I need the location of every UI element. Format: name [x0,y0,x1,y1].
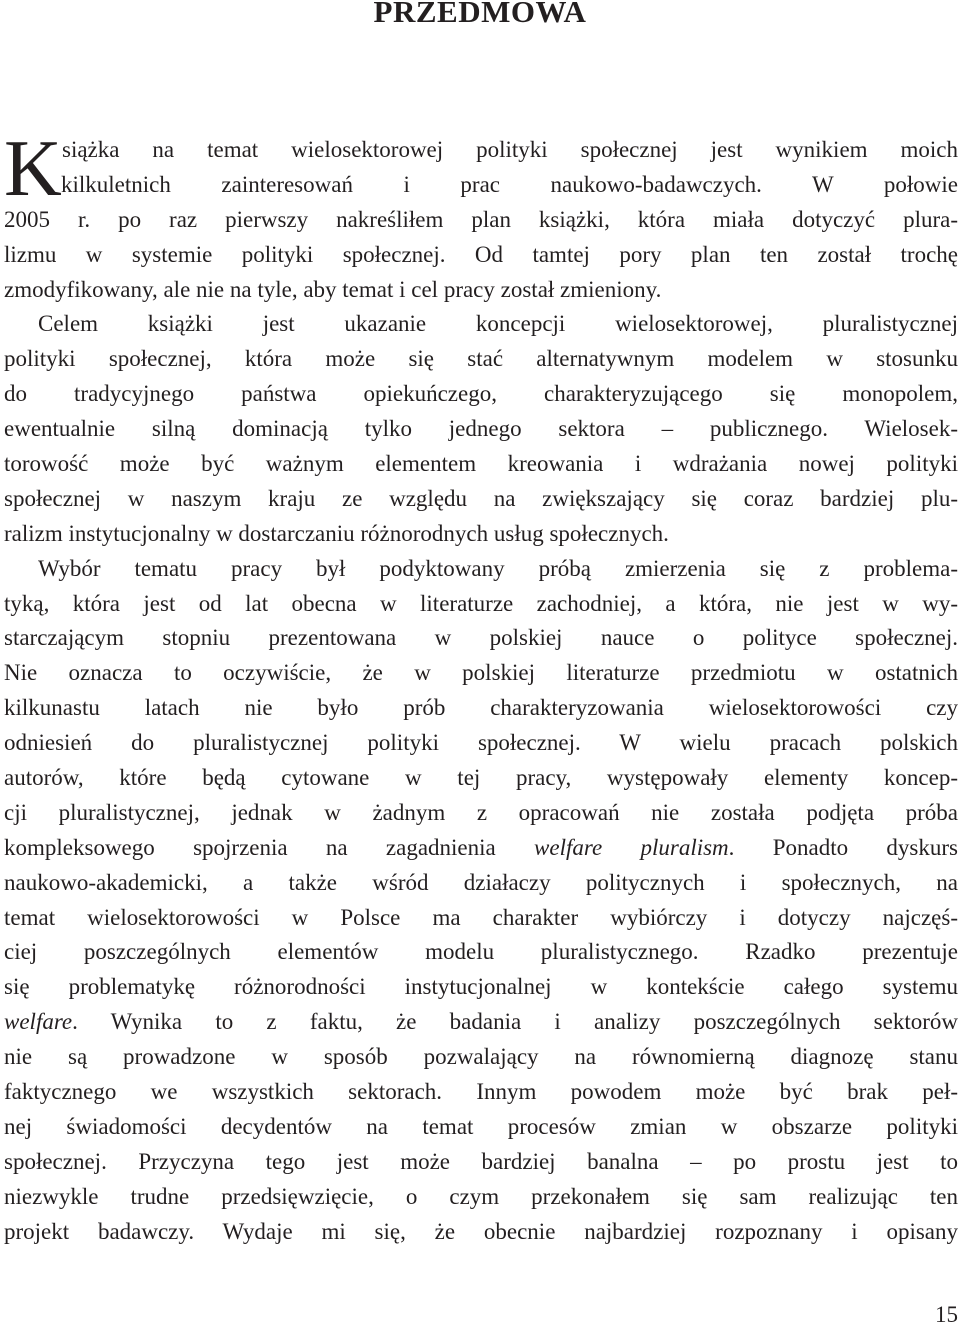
text-run: niezwykle trudne przedsięwzięcie, o czym przekonałem się sam realizując ten [4,1183,958,1209]
text-run: cji pluralistycznej, jednak w żadnym z opracowań nie została podjęta próba [4,799,958,825]
text-line [4,761,958,796]
text-run: społecznej. Przyczyna tego jest może bardziej banalna – po prostu jest to [4,1148,958,1174]
preface-body-text [4,125,958,1250]
text-line [4,796,958,831]
text-run: ciej poszczególnych elementów modelu pluralistycznego. Rzadko prezentuje [4,939,958,965]
chapter-heading: PRZEDMOWA [373,0,587,29]
text-line [4,1145,958,1180]
text-line [4,587,958,622]
text-run: kilkunastu latach nie było prób charakteryzowania wielosektorowości czy [4,695,958,721]
text-run: zmodyfikowany, ale nie na tyle, aby temat i cel pracy został zmieniony. [4,276,662,302]
text-line [4,935,958,970]
text-run: lizmu w systemie polityki społecznej. Od tamtej pory plan ten został trochę [4,241,958,267]
text-line [4,691,958,726]
text-line [4,1110,958,1145]
text-run: Celem książki jest ukazanie koncepcji wielosektorowej, pluralistycznej [38,311,958,337]
text-line [4,1215,958,1250]
text-line [4,901,958,936]
text-run: społecznej w naszym kraju ze względu na zwiększający się coraz bardziej plu- [4,485,958,511]
text-run: temat wielosektorowości w Polsce ma charakter wybiórczy i dotyczy najczęś- [4,904,958,930]
text-line [4,307,958,342]
text-run: . Wynika to z faktu, że badania i analizy poszczególnych sektorów [72,1009,958,1035]
page-number: 15 [935,1302,958,1327]
text-line [4,1075,958,1110]
drop-cap: K [4,125,62,213]
text-run: kompleksowego spojrzenia na zagadnienia [4,834,535,860]
text-line [4,517,958,552]
text-line [4,342,958,377]
text-line [4,203,958,238]
italic-text: welfare pluralism [534,834,729,860]
text-run: naukowo-akademicki, a także wśród działaczy politycznych i społecznych, na [4,869,958,895]
text-run: ewentualnie silną dominacją tylko jednego sektora – publicznego. Wielosek- [4,416,958,442]
text-run: . Ponadto dyskurs [728,834,958,860]
text-run: 2005 r. po raz pierwszy nakreśliłem plan książki, która miała dotyczyć plura- [4,206,958,232]
text-run: torowość może być ważnym elementem kreowania i wdrażania nowej polityki [4,451,958,477]
text-run: projekt badawczy. Wydaje mi się, że obecnie najbardziej rozpoznany i opisany [4,1218,958,1244]
text-run: Nie oznacza to oczywiście, że w polskiej literaturze przedmiotu w ostatnich [4,660,958,686]
text-line [4,133,958,168]
text-line [4,1040,958,1075]
text-line [4,1180,958,1215]
text-run: się problematykę różnorodności instytucjonalnej w kontekście całego systemu [4,974,958,1000]
text-line [4,726,958,761]
text-line [4,1005,958,1040]
text-run: nie są prowadzone w sposób pozwalający na równomierną diagnozę stanu [4,1044,958,1070]
text-line [4,273,958,308]
text-run: polityki społecznej, która może się stać alternatywnym modelem w stosunku [4,346,958,372]
text-line [4,168,958,203]
text-line [4,482,958,517]
text-line [4,238,958,273]
text-run: starczającym stopniu prezentowana w polskiej nauce o polityce społecznej. [4,625,958,651]
italic-text: welfare [4,1009,73,1035]
text-run: ralizm instytucjonalny w dostarczaniu różnorodnych usług społecznych. [4,520,669,546]
text-line [4,447,958,482]
text-run: Wybór tematu pracy był podyktowany próbą zmierzenia się z problema- [38,555,958,581]
text-line [4,656,958,691]
text-line [4,552,958,587]
text-line [4,970,958,1005]
text-run: tyką, która jest od lat obecna w literaturze zachodniej, a która, nie jest w wy- [4,590,958,616]
text-line [4,831,958,866]
text-run: autorów, które będą cytowane w tej pracy, występowały elementy koncep- [4,765,958,791]
text-line [4,377,958,412]
text-line [4,866,958,901]
text-line [4,412,958,447]
text-run: faktycznego we wszystkich sektorach. Innym powodem może być brak peł- [4,1079,958,1105]
text-run: siążka na temat wielosektorowej polityki społecznej jest wynikiem moich [62,137,958,162]
text-line [4,621,958,656]
text-run: odniesień do pluralistycznej polityki społecznej. W wielu pracach polskich [4,730,958,756]
text-run: kilkuletnich zainteresowań i prac naukowo-badawczych. W połowie [61,171,958,197]
text-run: do tradycyjnego państwa opiekuńczego, charakteryzującego się monopolem, [4,381,958,407]
text-run: nej świadomości decydentów na temat procesów zmian w obszarze polityki [4,1113,958,1139]
